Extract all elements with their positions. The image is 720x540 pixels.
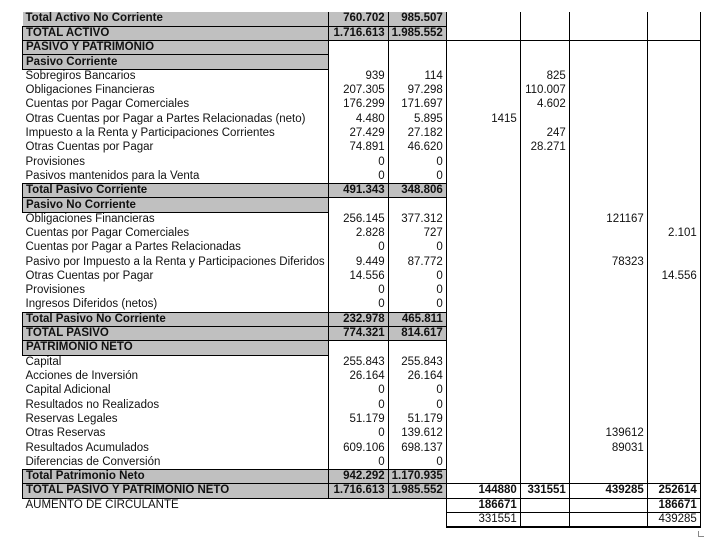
value-cell-col6[interactable] [647, 83, 700, 97]
row-label: Pasivos mantenidos para la Venta [25, 169, 200, 182]
value-cell-col3[interactable] [446, 55, 520, 69]
table-row [23, 427, 701, 441]
value-cell-col3[interactable] [446, 241, 520, 255]
value-cell-col3[interactable] [446, 441, 520, 455]
value-cell-col2[interactable]: 727 [388, 226, 446, 240]
value-cell-col1[interactable]: 1.716.613 [328, 484, 388, 498]
value-cell-col5[interactable] [569, 169, 647, 183]
value-cell-col1[interactable]: 0 [328, 398, 388, 412]
row-label: Ingresos Diferidos (netos) [25, 298, 158, 311]
value-cell-col6[interactable] [647, 427, 700, 441]
value-cell-col2[interactable]: 0 [388, 269, 446, 283]
value-cell-col6[interactable] [647, 455, 700, 469]
value-cell-col5[interactable] [569, 26, 647, 40]
row-label: Otras Cuentas por Pagar [25, 269, 154, 282]
value-cell-col5[interactable] [569, 341, 647, 355]
value-cell-col1[interactable] [328, 498, 388, 512]
value-cell-col3[interactable] [446, 41, 520, 55]
value-cell-col4[interactable]: 331551 [520, 484, 569, 498]
value-cell-col2[interactable]: 26.164 [388, 369, 446, 383]
value-cell-col2[interactable] [388, 341, 446, 355]
value-cell-col3[interactable] [446, 312, 520, 326]
value-cell-col4[interactable] [520, 26, 569, 40]
value-cell-col2[interactable]: 5.895 [388, 112, 446, 126]
value-cell-col4[interactable] [520, 398, 569, 412]
table-row [23, 327, 701, 341]
value-cell-col3[interactable] [446, 369, 520, 383]
value-cell-col3[interactable] [446, 298, 520, 312]
value-cell-col4[interactable] [520, 384, 569, 398]
value-cell-col5[interactable] [569, 141, 647, 155]
table-row [23, 112, 701, 126]
value-cell-col2[interactable]: 1.985.552 [388, 26, 446, 40]
row-label: Impuesto a la Renta y Participaciones Corrientes [25, 127, 275, 140]
value-cell-col5[interactable] [569, 298, 647, 312]
value-cell-col1[interactable]: 256.145 [328, 212, 388, 226]
table-row [23, 455, 701, 469]
table-row [23, 412, 701, 426]
value-cell-col4[interactable] [520, 412, 569, 426]
value-cell-col5[interactable] [569, 398, 647, 412]
row-label: Pasivo No Corriente [23, 198, 329, 212]
table-row [23, 384, 701, 398]
value-cell-col6[interactable] [647, 412, 700, 426]
row-label: Reservas Legales [25, 412, 118, 425]
value-cell-col1[interactable]: 774.321 [328, 327, 388, 341]
value-cell-col3[interactable] [446, 126, 520, 140]
value-cell-col2[interactable]: 1.985.552 [388, 484, 446, 498]
value-cell-col6[interactable] [647, 12, 700, 26]
table-row [23, 69, 701, 83]
value-cell-col6[interactable] [647, 255, 700, 269]
table-row [23, 255, 701, 269]
value-cell-col3[interactable]: 186671 [446, 498, 520, 512]
value-cell-col3[interactable] [446, 98, 520, 112]
value-cell-col1[interactable]: 760.702 [328, 12, 388, 26]
table-row [23, 126, 701, 140]
value-cell-col2[interactable]: 0 [388, 298, 446, 312]
value-cell-col3[interactable] [446, 284, 520, 298]
value-cell-col1[interactable]: 74.891 [328, 141, 388, 155]
value-cell-col5[interactable] [569, 455, 647, 469]
value-cell-col4[interactable]: 4.602 [520, 98, 569, 112]
value-cell-col6[interactable] [647, 284, 700, 298]
value-cell-col2[interactable]: 0 [388, 398, 446, 412]
row-label: Provisiones [25, 155, 85, 168]
value-cell-col5[interactable]: 78323 [569, 255, 647, 269]
value-cell-col5[interactable] [569, 355, 647, 369]
value-cell-col4[interactable] [520, 198, 569, 212]
value-cell-col6[interactable]: 14.556 [647, 269, 700, 283]
value-cell-col4[interactable] [520, 284, 569, 298]
value-cell-col1[interactable]: 9.449 [328, 255, 388, 269]
row-label: Resultados no Realizados [25, 398, 160, 411]
value-cell-col2[interactable]: 0 [388, 155, 446, 169]
table-row [23, 55, 701, 69]
value-cell-col4[interactable]: 247 [520, 126, 569, 140]
resize-handle [698, 531, 704, 537]
row-label: TOTAL ACTIVO [23, 26, 329, 40]
value-cell-col4[interactable] [520, 212, 569, 226]
table-row [23, 369, 701, 383]
value-cell-col1[interactable]: 14.556 [328, 269, 388, 283]
table-row [23, 312, 701, 326]
value-cell-col4[interactable] [520, 298, 569, 312]
balance-sheet-table [22, 12, 701, 528]
value-cell-col5[interactable] [569, 112, 647, 126]
value-cell-col2[interactable] [388, 498, 446, 512]
value-cell-col6[interactable]: 439285 [647, 512, 700, 527]
value-cell-col5[interactable]: 121167 [569, 212, 647, 226]
table-row [23, 226, 701, 240]
value-cell-col2[interactable]: 97.298 [388, 83, 446, 97]
value-cell-col5[interactable] [569, 69, 647, 83]
value-cell-col4[interactable] [520, 427, 569, 441]
value-cell-col5[interactable] [569, 155, 647, 169]
value-cell-col3[interactable] [446, 398, 520, 412]
value-cell-col1[interactable]: 4.480 [328, 112, 388, 126]
value-cell-col4[interactable] [520, 512, 569, 527]
value-cell-col3[interactable] [446, 169, 520, 183]
value-cell-col1[interactable]: 255.843 [328, 355, 388, 369]
row-label: Cuentas por Pagar Comerciales [25, 98, 190, 111]
value-cell-col6[interactable]: 2.101 [647, 226, 700, 240]
value-cell-col1[interactable]: 26.164 [328, 369, 388, 383]
value-cell-col2[interactable]: 255.843 [388, 355, 446, 369]
value-cell-col5[interactable] [569, 369, 647, 383]
value-cell-col1[interactable] [328, 55, 388, 69]
value-cell-col4[interactable]: 825 [520, 69, 569, 83]
value-cell-col3[interactable] [446, 412, 520, 426]
row-label: Total Pasivo No Corriente [23, 312, 329, 326]
value-cell-col1[interactable]: 176.299 [328, 98, 388, 112]
value-cell-col3[interactable] [446, 384, 520, 398]
table-row [23, 169, 701, 183]
value-cell-col5[interactable] [569, 412, 647, 426]
value-cell-col3[interactable] [446, 327, 520, 341]
value-cell-col6[interactable] [647, 441, 700, 455]
value-cell-col1[interactable]: 0 [328, 284, 388, 298]
table-row [23, 41, 701, 55]
value-cell-col4[interactable] [520, 169, 569, 183]
value-cell-col3[interactable]: 1415 [446, 112, 520, 126]
value-cell-col2[interactable]: 814.617 [388, 327, 446, 341]
value-cell-col3[interactable] [446, 69, 520, 83]
value-cell-col6[interactable] [647, 384, 700, 398]
value-cell-col2[interactable]: 0 [388, 284, 446, 298]
value-cell-col1[interactable]: 0 [328, 427, 388, 441]
value-cell-col4[interactable]: 28.271 [520, 141, 569, 155]
value-cell-col2[interactable]: 1.170.935 [388, 470, 446, 484]
value-cell-col2[interactable]: 0 [388, 455, 446, 469]
value-cell-col4[interactable] [520, 12, 569, 26]
row-label: Total Activo No Corriente [23, 12, 329, 26]
value-cell-col2[interactable]: 27.182 [388, 126, 446, 140]
value-cell-col3[interactable] [446, 255, 520, 269]
value-cell-col2[interactable]: 114 [388, 69, 446, 83]
table-row [23, 498, 701, 512]
value-cell-col5[interactable] [569, 241, 647, 255]
value-cell-col1[interactable]: 0 [328, 155, 388, 169]
value-cell-col5[interactable] [569, 384, 647, 398]
row-label: Diferencias de Conversión [25, 455, 161, 468]
value-cell-col6[interactable] [647, 55, 700, 69]
row-label: TOTAL PASIVO [23, 327, 329, 341]
value-cell-col3[interactable] [446, 455, 520, 469]
value-cell-col1[interactable]: 51.179 [328, 412, 388, 426]
row-label: PASIVO Y PATRIMONIO [23, 41, 329, 55]
value-cell-col5[interactable] [569, 83, 647, 97]
value-cell-col6[interactable] [647, 341, 700, 355]
value-cell-col2[interactable]: 171.697 [388, 98, 446, 112]
table-row [23, 441, 701, 455]
value-cell-col6[interactable] [647, 112, 700, 126]
value-cell-col4[interactable] [520, 327, 569, 341]
row-label: Sobregiros Bancarios [25, 70, 136, 83]
table-row [23, 298, 701, 312]
value-cell-col6[interactable] [647, 298, 700, 312]
row-label: Resultados Acumulados [25, 441, 149, 454]
value-cell-col5[interactable] [569, 198, 647, 212]
value-cell-col1[interactable]: 491.343 [328, 184, 388, 198]
value-cell-col3[interactable] [446, 184, 520, 198]
table-row [23, 241, 701, 255]
row-label: Capital [25, 356, 62, 369]
value-cell-col1[interactable]: 1.716.613 [328, 26, 388, 40]
value-cell-col2[interactable]: 0 [388, 169, 446, 183]
value-cell-col5[interactable]: 139612 [569, 427, 647, 441]
value-cell-col2[interactable]: 46.620 [388, 141, 446, 155]
table-row [23, 12, 701, 26]
value-cell-col1[interactable]: 0 [328, 169, 388, 183]
value-cell-col4[interactable] [520, 269, 569, 283]
value-cell-col1[interactable]: 942.292 [328, 470, 388, 484]
value-cell-col1[interactable]: 232.978 [328, 312, 388, 326]
value-cell-col3[interactable] [446, 226, 520, 240]
value-cell-col3[interactable] [446, 155, 520, 169]
row-label: Cuentas por Pagar a Partes Relacionadas [25, 241, 241, 254]
value-cell-col2[interactable] [388, 41, 446, 55]
table-row [23, 470, 701, 484]
value-cell-col1[interactable]: 939 [328, 69, 388, 83]
value-cell-col6[interactable] [647, 369, 700, 383]
value-cell-col3[interactable] [446, 212, 520, 226]
value-cell-col6[interactable] [647, 169, 700, 183]
table-row [23, 198, 701, 212]
value-cell-col3[interactable]: 331551 [446, 512, 520, 527]
row-label: Pasivo por Impuesto a la Renta y Participaciones Diferidos [25, 255, 325, 268]
value-cell-col1[interactable] [328, 198, 388, 212]
value-cell-col1[interactable]: 27.429 [328, 126, 388, 140]
value-cell-col3[interactable] [446, 198, 520, 212]
value-cell-col5[interactable] [569, 98, 647, 112]
value-cell-col6[interactable] [647, 26, 700, 40]
value-cell-col4[interactable] [520, 355, 569, 369]
row-label: Acciones de Inversión [25, 370, 139, 383]
value-cell-col2[interactable]: 985.507 [388, 12, 446, 26]
value-cell-col4[interactable] [520, 241, 569, 255]
table-row [23, 512, 701, 527]
value-cell-col2[interactable]: 139.612 [388, 427, 446, 441]
table-row [23, 355, 701, 369]
row-label: TOTAL PASIVO Y PATRIMONIO NETO [23, 484, 329, 498]
row-label: Otras Cuentas por Pagar a Partes Relacionadas (neto) [25, 112, 306, 125]
value-cell-col3[interactable] [446, 341, 520, 355]
value-cell-col1[interactable]: 0 [328, 241, 388, 255]
table-row [23, 141, 701, 155]
row-label [23, 512, 329, 527]
value-cell-col2[interactable]: 0 [388, 384, 446, 398]
value-cell-col6[interactable] [647, 126, 700, 140]
value-cell-col4[interactable] [520, 155, 569, 169]
value-cell-col5[interactable] [569, 498, 647, 512]
value-cell-col6[interactable] [647, 398, 700, 412]
value-cell-col6[interactable] [647, 212, 700, 226]
value-cell-col1[interactable] [328, 341, 388, 355]
value-cell-col1[interactable] [328, 41, 388, 55]
value-cell-col4[interactable] [520, 312, 569, 326]
value-cell-col6[interactable] [647, 184, 700, 198]
table-row [23, 212, 701, 226]
value-cell-col5[interactable] [569, 512, 647, 527]
value-cell-col2[interactable]: 377.312 [388, 212, 446, 226]
row-label: PATRIMONIO NETO [23, 341, 329, 355]
value-cell-col5[interactable] [569, 12, 647, 26]
table-row [23, 26, 701, 40]
value-cell-col5[interactable]: 89031 [569, 441, 647, 455]
table-row [23, 284, 701, 298]
value-cell-col1[interactable]: 207.305 [328, 83, 388, 97]
value-cell-col6[interactable] [647, 312, 700, 326]
value-cell-col4[interactable] [520, 455, 569, 469]
value-cell-col6[interactable] [647, 69, 700, 83]
table-row [23, 98, 701, 112]
value-cell-col3[interactable] [446, 141, 520, 155]
value-cell-col5[interactable] [569, 327, 647, 341]
value-cell-col3[interactable] [446, 269, 520, 283]
table-row [23, 155, 701, 169]
value-cell-col4[interactable] [520, 470, 569, 484]
value-cell-col6[interactable] [647, 241, 700, 255]
value-cell-col1[interactable]: 0 [328, 384, 388, 398]
row-label: Obligaciones Financieras [25, 84, 155, 97]
row-label: Provisiones [25, 284, 85, 297]
row-label: Otras Reservas [25, 427, 106, 440]
value-cell-col6[interactable] [647, 355, 700, 369]
value-cell-col2[interactable] [388, 55, 446, 69]
value-cell-col6[interactable] [647, 41, 700, 55]
table-row [23, 184, 701, 198]
value-cell-col4[interactable] [520, 441, 569, 455]
value-cell-col4[interactable]: 110.007 [520, 83, 569, 97]
table-row [23, 341, 701, 355]
row-label: Otras Cuentas por Pagar [25, 141, 154, 154]
value-cell-col2[interactable] [388, 512, 446, 527]
row-label: Pasivo Corriente [23, 55, 329, 69]
value-cell-col4[interactable] [520, 184, 569, 198]
value-cell-col4[interactable] [520, 226, 569, 240]
row-label: Total Patrimonio Neto [23, 470, 329, 484]
value-cell-col4[interactable] [520, 112, 569, 126]
value-cell-col5[interactable] [569, 269, 647, 283]
value-cell-col4[interactable] [520, 41, 569, 55]
value-cell-col6[interactable]: 186671 [647, 498, 700, 512]
value-cell-col5[interactable]: 439285 [569, 484, 647, 498]
value-cell-col3[interactable] [446, 470, 520, 484]
value-cell-col2[interactable]: 51.179 [388, 412, 446, 426]
value-cell-col3[interactable] [446, 355, 520, 369]
table-row [23, 269, 701, 283]
value-cell-col3[interactable]: 144880 [446, 484, 520, 498]
table-row [23, 484, 701, 498]
value-cell-col3[interactable] [446, 26, 520, 40]
table-row [23, 398, 701, 412]
value-cell-col5[interactable] [569, 55, 647, 69]
value-cell-col5[interactable] [569, 470, 647, 484]
value-cell-col5[interactable] [569, 41, 647, 55]
value-cell-col3[interactable] [446, 83, 520, 97]
value-cell-col2[interactable]: 0 [388, 241, 446, 255]
value-cell-col2[interactable]: 87.772 [388, 255, 446, 269]
value-cell-col6[interactable] [647, 98, 700, 112]
value-cell-col5[interactable] [569, 312, 647, 326]
value-cell-col5[interactable] [569, 226, 647, 240]
value-cell-col1[interactable] [328, 512, 388, 527]
value-cell-col1[interactable]: 0 [328, 298, 388, 312]
row-label: Total Pasivo Corriente [23, 184, 329, 198]
value-cell-col2[interactable]: 348.806 [388, 184, 446, 198]
row-label: AUMENTO DE CIRCULANTE [25, 498, 179, 511]
value-cell-col1[interactable]: 2.828 [328, 226, 388, 240]
value-cell-col4[interactable] [520, 55, 569, 69]
value-cell-col6[interactable] [647, 470, 700, 484]
value-cell-col4[interactable] [520, 369, 569, 383]
value-cell-col4[interactable] [520, 341, 569, 355]
value-cell-col6[interactable]: 252614 [647, 484, 700, 498]
value-cell-col5[interactable] [569, 126, 647, 140]
value-cell-col5[interactable] [569, 184, 647, 198]
table-row [23, 83, 701, 97]
value-cell-col2[interactable]: 465.811 [388, 312, 446, 326]
value-cell-col4[interactable] [520, 255, 569, 269]
value-cell-col6[interactable] [647, 155, 700, 169]
value-cell-col2[interactable]: 698.137 [388, 441, 446, 455]
row-label: Cuentas por Pagar Comerciales [25, 227, 190, 240]
value-cell-col3[interactable] [446, 427, 520, 441]
value-cell-col1[interactable]: 0 [328, 455, 388, 469]
value-cell-col2[interactable] [388, 198, 446, 212]
value-cell-col3[interactable] [446, 12, 520, 26]
row-label: Capital Adicional [25, 384, 111, 397]
value-cell-col6[interactable] [647, 327, 700, 341]
value-cell-col5[interactable] [569, 284, 647, 298]
value-cell-col6[interactable] [647, 198, 700, 212]
row-label: Obligaciones Financieras [25, 213, 155, 226]
value-cell-col6[interactable] [647, 141, 700, 155]
value-cell-col4[interactable] [520, 498, 569, 512]
value-cell-col1[interactable]: 609.106 [328, 441, 388, 455]
